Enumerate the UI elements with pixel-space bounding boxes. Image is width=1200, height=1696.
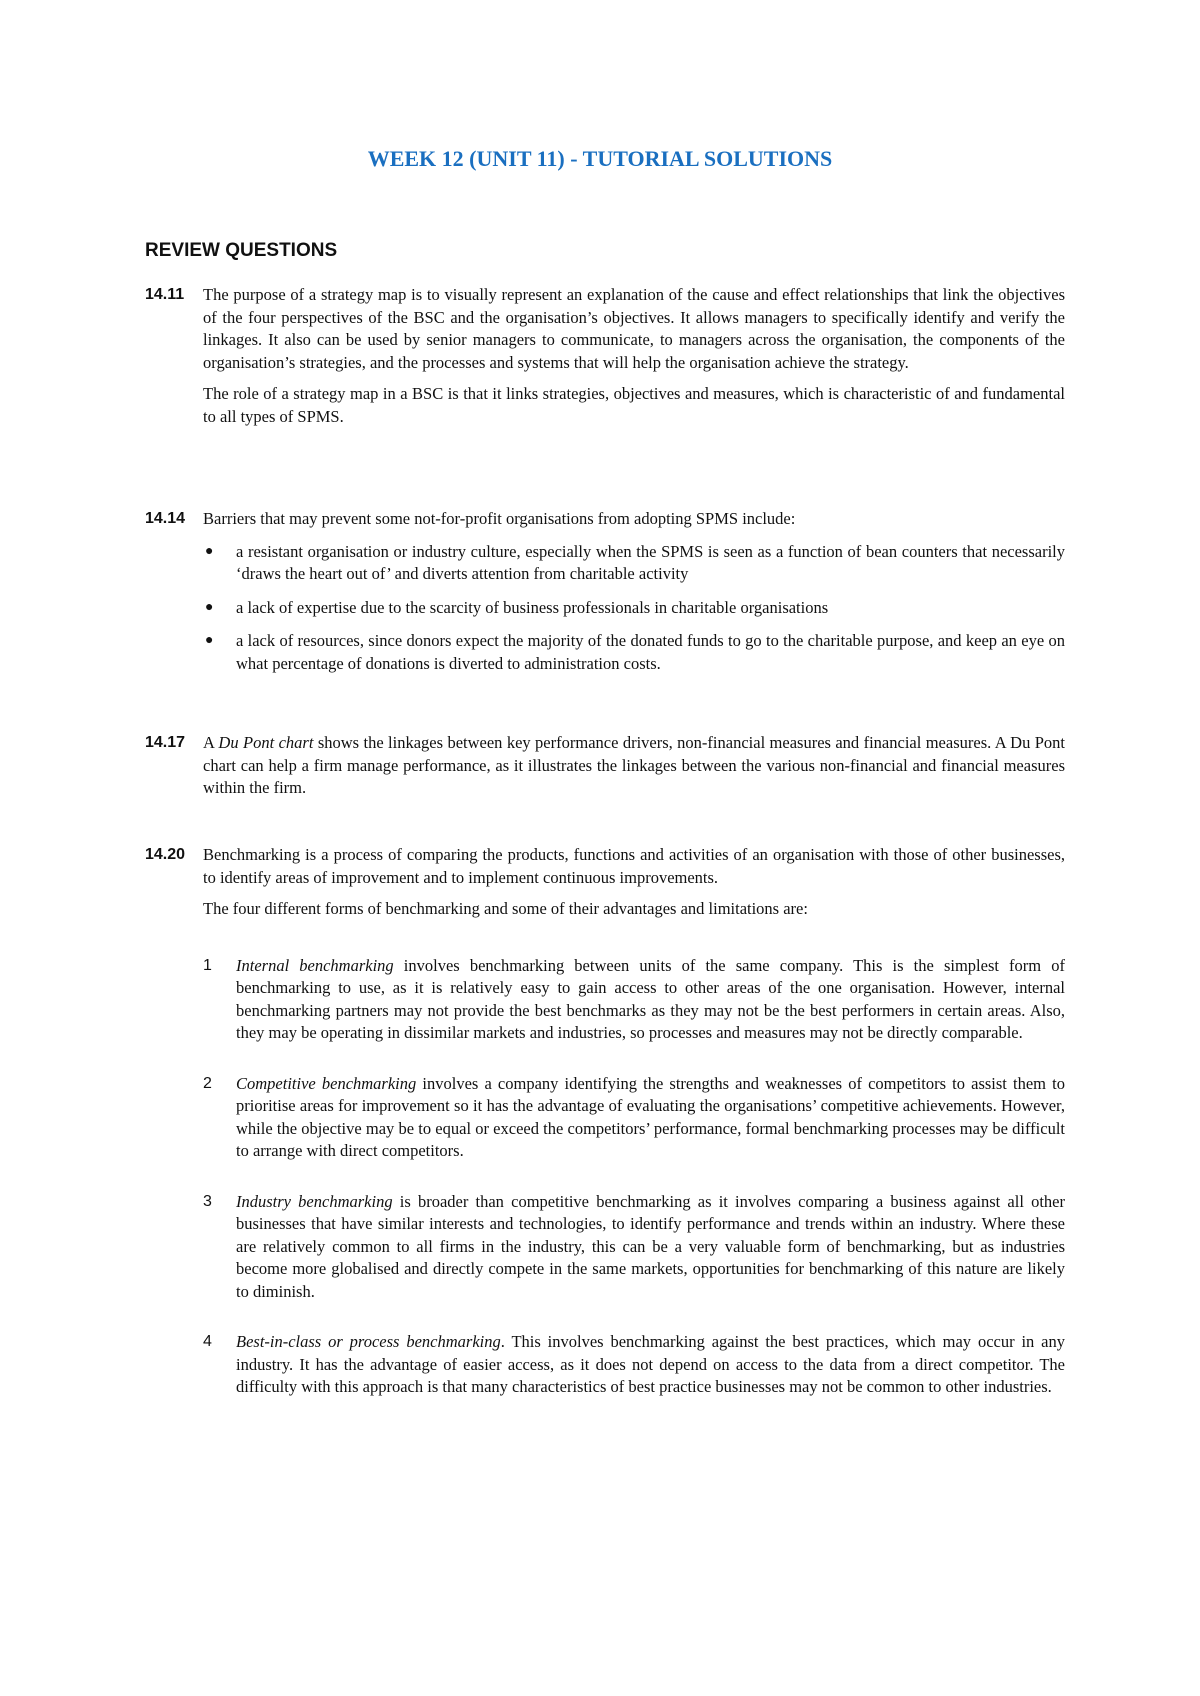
bullet-icon: ● [205,543,214,559]
item-number: 1 [203,956,212,974]
term: Best-in-class or process benchmarking [236,1332,501,1351]
paragraph: The role of a strategy map in a BSC is that it links strategies, objectives and measures, which is characteristic of and fundamental to all types of SPMS. [203,384,1065,426]
bullet-icon: ● [205,633,214,648]
question-14-17 [145,732,1065,809]
page-title: WEEK 12 (UNIT 11) - TUTORIAL SOLUTIONS [367,146,833,171]
term: Competitive benchmarking [236,1073,417,1093]
section-heading: REVIEW QUESTIONS [145,240,338,261]
bullet-icon: ● [205,599,214,615]
question-number: 14.11 [145,286,185,303]
list-item: 1 Internal benchmarking involves benchmarking between units of the same company. This is the simplest form of benchmarking to use, as it is relatively easy to gain access to other areas of the one organisation. However, internal benchmarking partners may not provide the best benchmarks as they may not be the best performers in certain areas. Also, they may be operating in dissimilar markets and industries, so processes and measures may not be directly comparable. [203,955,1065,1042]
term: Internal benchmarking [236,955,394,975]
paragraph: The purpose of a strategy map is to visually represent an explanation of the cause and effect relationships that link the objectives of the four perspectives of the BSC and the organisation’s objectives. It allows managers to specifically identify and verify the linkages. It also can be used by senior managers to communicate, to managers across the organisation, the components of the organisation’s strategies, and the processes and systems that will help the organisation achieve the strategy. [203,285,1065,372]
list-item: ● a resistant organisation or industry culture, especially when the SPMS is seen as a function of bean counters that necessarily ‘draws the heart out of’ and diverts attention from charitable activity [205,541,1065,583]
item-number: 3 [203,1192,212,1210]
list-item: 4 Best-in-class or process benchmarking. This involves benchmarking against the best practices, which may occur in any industry. It has the advantage of easier access, as it does not depend on access to the data from a direct competitor. The difficulty with this approach is that many characteristics of best practice businesses may not be common to other industries. [203,1332,1065,1396]
list-item: 3 Industry benchmarking is broader than competitive benchmarking as it involves comparing a business against all other businesses that have similar interests and technologies, to identify performance and trends within an industry. Where these are relatively common to all firms in the industry, this can be a very valuable form of benchmarking, but as industries become more globalised and directly compete in the same markets, opportunities for benchmarking of this nature are likely to diminish. [203,1191,1065,1301]
paragraph: Barriers that may prevent some not-for-profit organisations from adopting SPMS include: [203,509,796,528]
question-number: 14.20 [145,846,186,863]
question-number: 14.14 [145,510,186,527]
question-14-11 [145,284,1065,437]
paragraph: The four different forms of benchmarking and some of their advantages and limitations are: [203,899,808,918]
item-number: 2 [203,1074,212,1092]
paragraph: Benchmarking is a process of comparing the products, functions and activities of an organisation with those of other businesses, to identify areas of improvement and to implement continuous improvements. [203,845,1065,887]
list-item: ● a lack of resources, since donors expect the majority of the donated funds to go to the charitable purpose, and keep an eye on what percentage of donations is diverted to administration costs. [205,631,1065,673]
benchmarking-forms-list [203,955,1065,1399]
term: Industry benchmarking [236,1191,393,1211]
paragraph: A Du Pont chart shows the linkages between key performance drivers, non-financial measures and financial measures. A Du Pont chart can help a firm manage performance, as it illustrates the linkages between the various non-financial and financial measures within the firm. [203,733,1065,797]
list-item: ● a lack of expertise due to the scarcity of business professionals in charitable organisations [203,597,1065,620]
item-number: 4 [203,1333,212,1350]
barrier-list [203,541,1065,676]
question-14-20 [145,844,1065,1427]
list-item: 2 Competitive benchmarking involves a company identifying the strengths and weaknesses of competitors to assist them to prioritise areas for improvement so it has the advantage of evaluating the organisations’ competitive achievements. However, while the objective may be to equal or exceed the competitors’ performance, formal benchmarking processes may be difficult to arrange with direct competitors. [203,1073,1065,1160]
question-14-14 [145,508,1065,686]
du-pont-term: Du Pont chart [218,733,314,752]
question-number: 14.17 [145,734,186,751]
